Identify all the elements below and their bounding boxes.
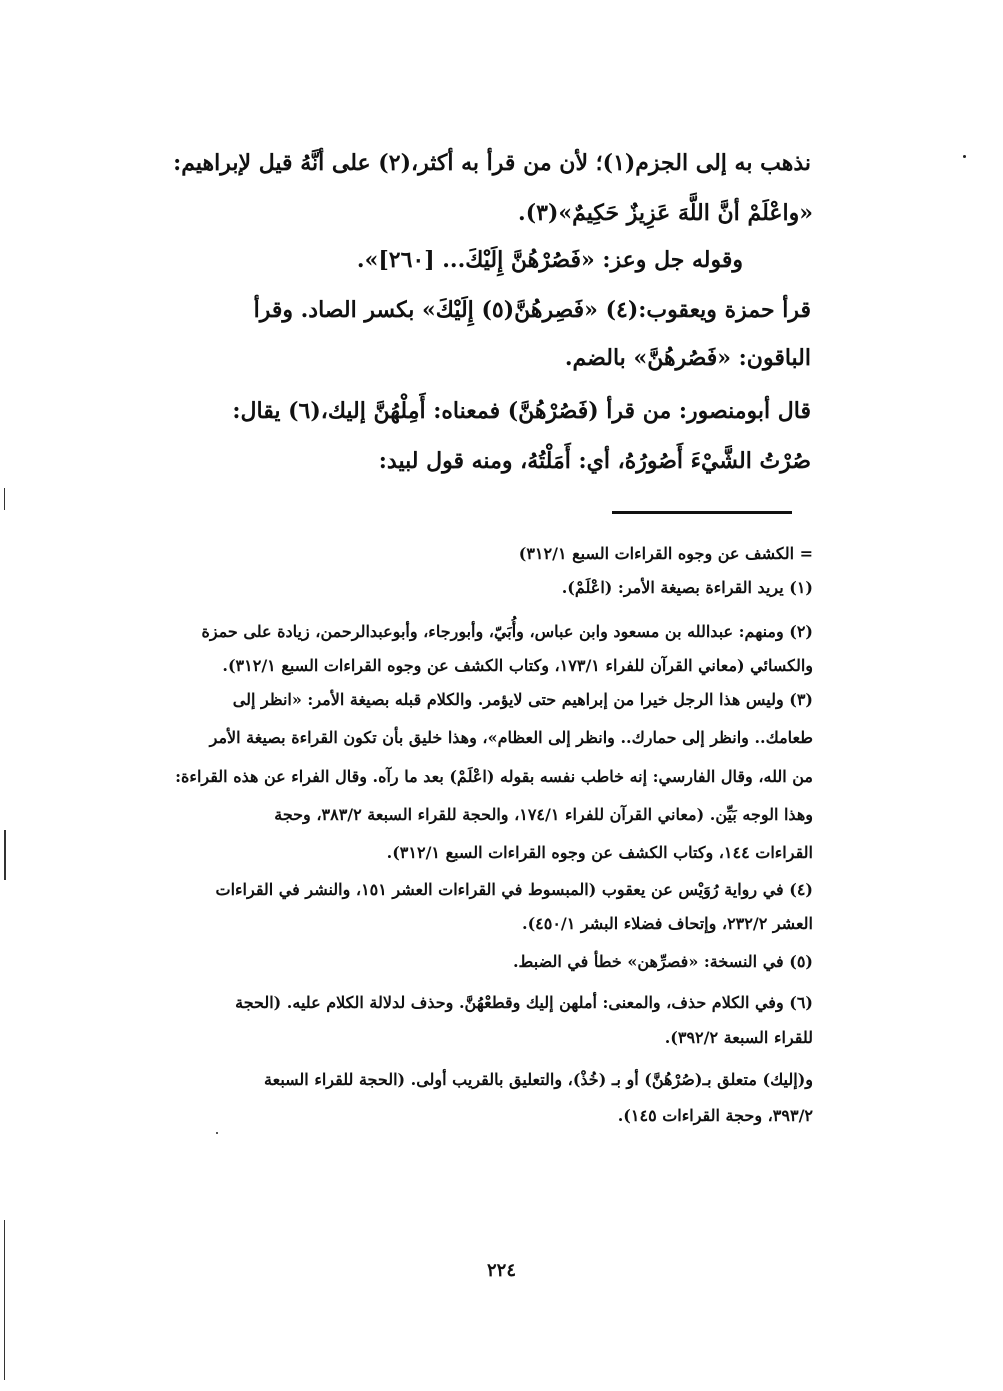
footnote-line-2: (١) يريد القراءة بصيغة الأمر: (اعْلَمْ). bbox=[561, 578, 813, 597]
footnote-line-14: للقراء السبعة ٣٩٢/٢). bbox=[664, 1028, 813, 1047]
main-text-line-3: وقوله جل وعز: «فَصُرْهُنَّ إِلَيْكَ... [٢٦٠]». bbox=[356, 247, 743, 273]
main-text-line-1: نذهب به إلى الجزم(١)؛ لأن من قرأ به أكثر،(٢) على أنَّهُ قيل لإبراهيم: bbox=[173, 150, 811, 176]
scan-speck bbox=[963, 155, 966, 158]
main-text-line-6: قال أبومنصور: من قرأ (فَصُرْهُنَّ) فمعناه: أَمِلْهُنَّ إليك،(٦) يقال: bbox=[232, 398, 811, 424]
footnote-line-12: (٥) في النسخة: «فصرِّهن» خطأ في الضبط. bbox=[512, 952, 813, 971]
scan-speck bbox=[216, 1132, 218, 1134]
scan-edge-mark bbox=[4, 488, 5, 510]
footnote-line-6: طعامك.. وانظر إلى حمارك.. وانظر إلى العظام»، وهذا خليق بأن تكون القراءة بصيغة الأمر bbox=[209, 728, 813, 747]
footnote-line-10: (٤) في رواية رُوَيْس عن يعقوب (المبسوط في القراءات العشر ١٥١، والنشر في القراءات bbox=[215, 880, 813, 899]
footnote-separator bbox=[612, 511, 792, 514]
page-number: ٢٢٤ bbox=[486, 1260, 516, 1281]
footnote-line-16: ٣٩٣/٢، وحجة القراءات ١٤٥). bbox=[617, 1106, 813, 1125]
footnote-line-11: العشر ٢٣٢/٢، وإتحاف فضلاء البشر ٤٥٠/١). bbox=[522, 914, 813, 933]
footnote-line-15: و(إليك) متعلق بـ(صُرْهُنَّ) أو بـ (خُذْ)، والتعليق بالقريب أولى. (الحجة للقراء السبعة bbox=[264, 1070, 813, 1089]
main-text-line-5: الباقون: «فَصُرهُنَّ» بالضم. bbox=[564, 345, 811, 371]
footnote-line-3: (٢) ومنهم: عبدالله بن مسعود وابن عباس، وأُبَيّ، وأبورجاء، وأبوعبدالرحمن، زيادة على حمزة bbox=[201, 622, 813, 641]
footnote-line-7: من الله، وقال الفارسي: إنه خاطب نفسه بقوله (اعْلَمْ) بعد ما رآه. وقال الفراء عن هذه القراءة: bbox=[175, 767, 813, 786]
footnote-line-4: والكسائي (معاني القرآن للفراء ١٧٣/١، وكتاب الكشف عن وجوه القراءات السبع ٣١٢/١). bbox=[222, 656, 813, 675]
main-text-line-4: قرأ حمزة ويعقوب:(٤) «فَصِرهُنَّ(٥) إِلَيْكَ» بكسر الصاد. وقرأ bbox=[253, 297, 811, 323]
footnote-line-9: القراءات ١٤٤، وكتاب الكشف عن وجوه القراءات السبع ٣١٢/١). bbox=[386, 843, 813, 862]
footnote-line-1: = الكشف عن وجوه القراءات السبع ٣١٢/١) bbox=[518, 544, 813, 563]
scan-edge-mark bbox=[4, 1220, 5, 1380]
main-text-line-2: «واعْلَمْ أنَّ اللَّهَ عَزِيزٌ حَكِيمٌ»(٣). bbox=[518, 200, 813, 226]
footnote-line-8: وهذا الوجه بَيِّن. (معاني القرآن للفراء ١٧٤/١، والحجة للقراء السبعة ٣٨٣/٢، وحجة bbox=[274, 805, 813, 824]
main-text-line-7: صُرْتُ الشَّيْءَ أَصُورُهُ، أي: أَمَلْتُهُ، ومنه قول لبيد: bbox=[378, 448, 811, 474]
footnote-line-5: (٣) وليس هذا الرجل خيرا من إبراهيم حتى لايؤمر. والكلام قبله بصيغة الأمر: «انظر إلى bbox=[232, 690, 813, 709]
scan-edge-mark bbox=[4, 830, 6, 880]
footnote-line-13: (٦) وفي الكلام حذف، والمعنى: أملهن إليك وقطعْهُنَّ. وحذف لدلالة الكلام عليه. (الحجة bbox=[235, 993, 813, 1012]
